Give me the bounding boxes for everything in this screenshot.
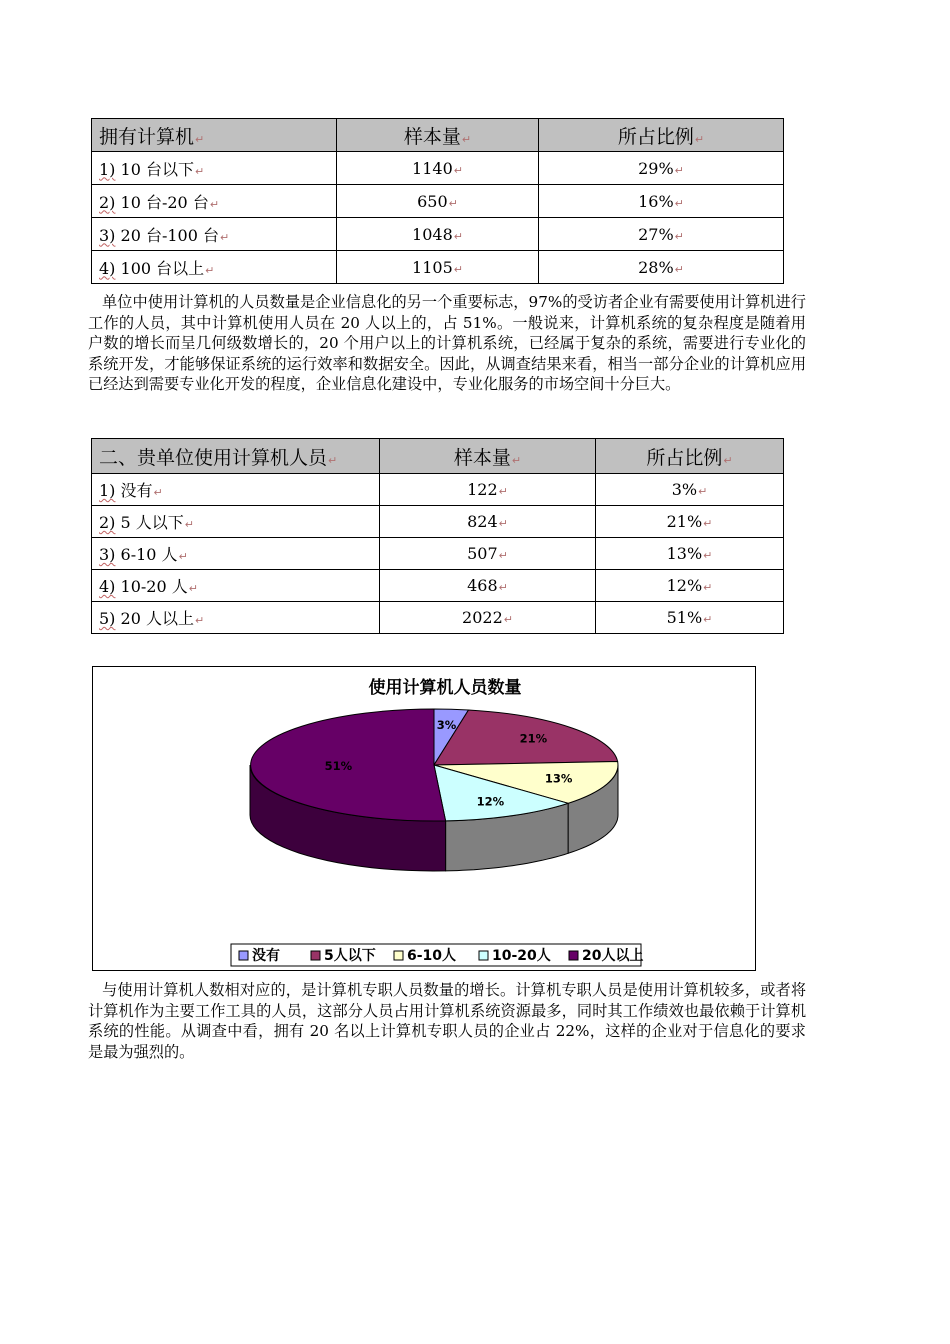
row-sample-size: 1140↵ [337, 152, 539, 185]
table-row [92, 152, 784, 185]
table-row [92, 602, 784, 634]
table-row [92, 538, 784, 570]
row-sample-size: 650↵ [337, 185, 539, 218]
row-label: 5) 20 人以上↵ [92, 602, 380, 634]
computers-owned-table [91, 118, 784, 284]
legend-label-1: 5人以下 [324, 948, 376, 964]
table-row [92, 570, 784, 602]
row-label: 4) 100 台以上↵ [92, 251, 337, 284]
row-sample-size: 1048↵ [337, 218, 539, 251]
legend-label-4: 20人以上 [582, 948, 644, 964]
row-percentage: 27%↵ [539, 218, 784, 251]
table-header-row [92, 119, 784, 152]
legend-swatch-2 [394, 951, 403, 960]
table-row [92, 506, 784, 538]
legend-label-3: 10-20人 [492, 948, 551, 964]
row-percentage: 21%↵ [596, 506, 784, 538]
row-sample-size: 122↵ [380, 474, 596, 506]
legend-swatch-3 [479, 951, 488, 960]
paragraph-computer-users: 单位中使用计算机的人员数量是企业信息化的另一个重要标志，97%的受访者企业有需要使用计算机进行工作的人员，其中计算机使用人员在 20 人以上的，占 51%。一般说来，计算机系统的复杂程度是随着用户数的增长而呈几何级数增长的，20 个用户以上的计算机系统，已经属于复杂的系统，需要进行专业化的系统开发，才能够保证系统的运行效率和数据安全。因此，从调查结果来看，相当一部分企业的计算机应用已经达到需要专业化开发的程度，企业信息化建设中，专业化服务的市场空间十分巨大。 [88, 293, 806, 393]
legend-label-0: 没有 [252, 948, 280, 964]
row-sample-size: 824↵ [380, 506, 596, 538]
header-percentage: 所占比例↵ [596, 439, 784, 474]
row-label: 4) 10-20 人↵ [92, 570, 380, 602]
chart-title: 使用计算机人员数量 [368, 678, 522, 698]
pie-label-1: 21% [519, 731, 548, 746]
row-percentage: 13%↵ [596, 538, 784, 570]
row-percentage: 29%↵ [539, 152, 784, 185]
legend-swatch-0 [239, 951, 248, 960]
row-label: 2) 10 台-20 台↵ [92, 185, 337, 218]
row-percentage: 12%↵ [596, 570, 784, 602]
row-percentage: 51%↵ [596, 602, 784, 634]
legend-swatch-4 [569, 951, 578, 960]
legend-label-2: 6-10人 [407, 948, 457, 964]
row-label: 1) 没有↵ [92, 474, 380, 506]
pie-label-0: 3% [436, 717, 457, 732]
chart-legend [231, 944, 643, 966]
pie-chart-canvas [93, 667, 757, 972]
row-label: 1) 10 台以下↵ [92, 152, 337, 185]
row-sample-size: 1105↵ [337, 251, 539, 284]
header-sample-size: 样本量↵ [380, 439, 596, 474]
table-row [92, 251, 784, 284]
table-row [92, 185, 784, 218]
header-computer-users: 二、贵单位使用计算机人员↵ [92, 439, 380, 474]
legend-swatch-1 [311, 951, 320, 960]
row-sample-size: 507↵ [380, 538, 596, 570]
row-label: 3) 20 台-100 台↵ [92, 218, 337, 251]
row-percentage: 3%↵ [596, 474, 784, 506]
header-percentage: 所占比例↵ [539, 119, 784, 152]
pie-slices [250, 709, 618, 871]
row-label: 2) 5 人以下↵ [92, 506, 380, 538]
header-sample-size: 样本量↵ [337, 119, 539, 152]
paragraph-dedicated-staff: 与使用计算机人数相对应的，是计算机专职人员数量的增长。计算机专职人员是使用计算机较多，或者将计算机作为主要工作工具的人员，这部分人员占用计算机系统资源最多，同时其工作绩效也最依赖于计算机系统的性能。从调查中看，拥有 20 名以上计算机专职人员的企业占 22%，这样的企业对于信息化的要求是最为强烈的。 [88, 981, 806, 1061]
row-percentage: 28%↵ [539, 251, 784, 284]
table-header-row [92, 439, 784, 474]
pie-label-2: 13% [544, 771, 573, 786]
row-sample-size: 468↵ [380, 570, 596, 602]
table-row [92, 218, 784, 251]
pie-chart-computer-users [92, 666, 756, 971]
header-computers-owned: 拥有计算机↵ [92, 119, 337, 152]
row-label: 3) 6-10 人↵ [92, 538, 380, 570]
table-row [92, 474, 784, 506]
row-sample-size: 2022↵ [380, 602, 596, 634]
row-percentage: 16%↵ [539, 185, 784, 218]
pie-label-4: 51% [324, 758, 353, 773]
pie-label-3: 12% [476, 794, 505, 809]
computer-users-table [91, 438, 784, 634]
